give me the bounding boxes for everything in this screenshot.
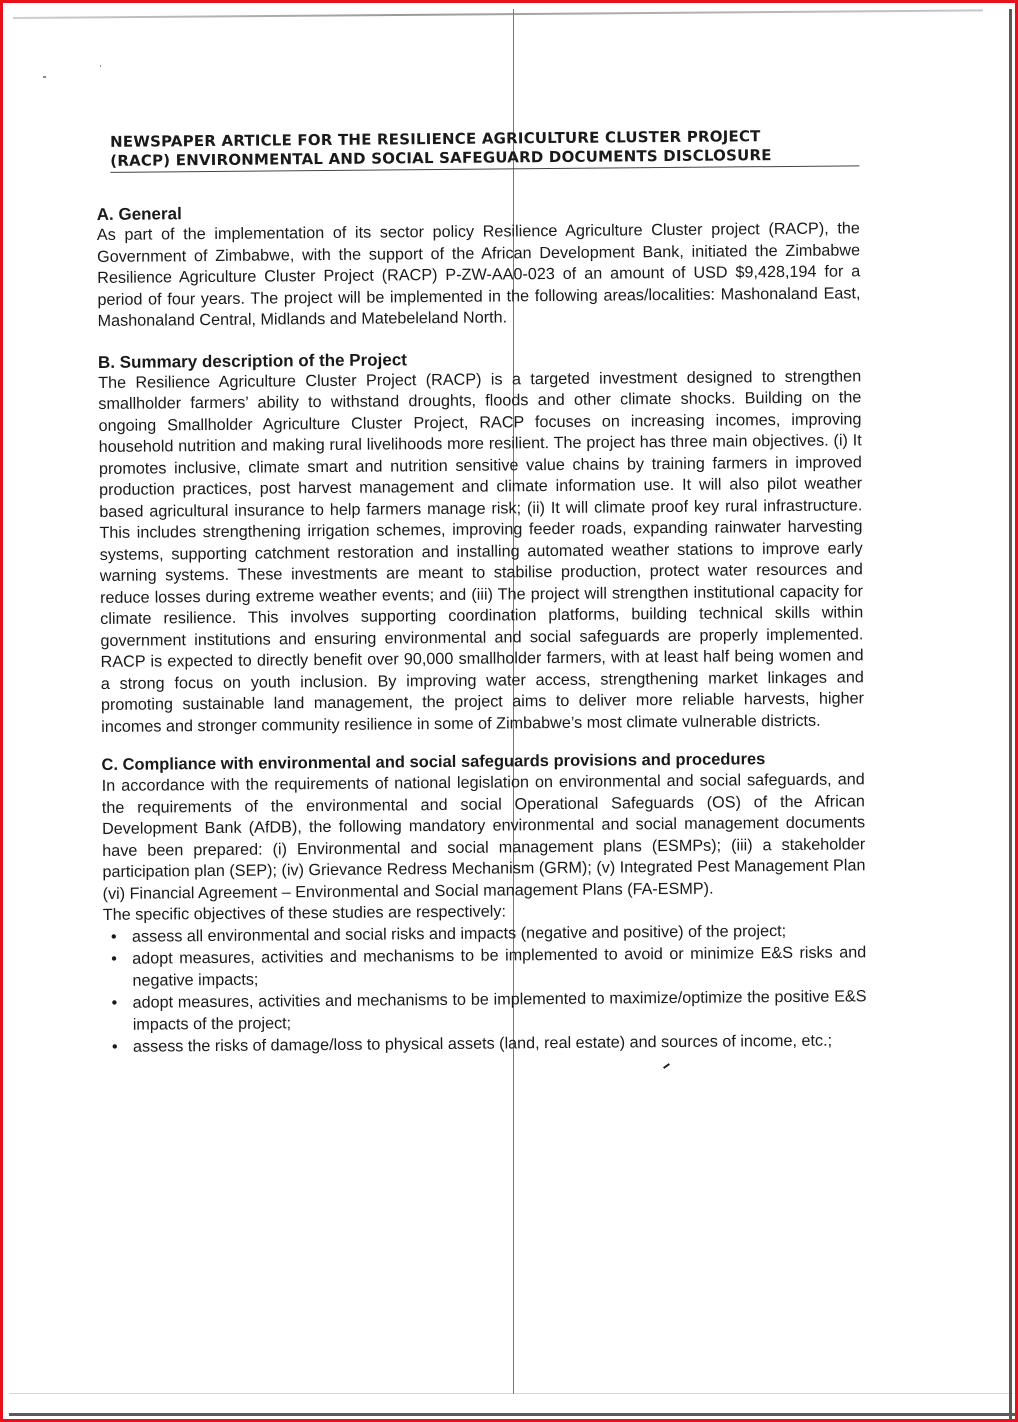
section-body: As part of the implementation of its sector policy Resilience Agriculture Cluster project (RACP), the Government of Zimbabwe, with the support of the African Development Bank, initiated the Zimbabwe Resilience Agriculture Cluster Project (RACP) P-ZW-AA0-023 of an amount of USD $9,428,194 for a period of four years. The project will be implemented in the following areas/localities: Mashonaland East, Mashonaland Central, Midlands and Matebeleland North. (96, 219, 861, 330)
section-heading: C. Compliance with environmental and social safeguards provisions and procedures (101, 750, 766, 774)
list-item-text: adopt measures, activities and mechanisms to be implemented to maximize/optimize the positive E&S impacts of the project; (132, 987, 867, 1034)
objectives-intro: The specific objectives of these studies are respectively: (102, 902, 506, 924)
bullet-icon: • (110, 927, 117, 946)
article-title-line: (RACP) ENVIRONMENTAL AND SOCIAL SAFEGUARD DOCUMENTS DISCLOSURE (110, 146, 772, 170)
list-item (104, 986, 867, 1036)
section-body: The Resilience Agriculture Cluster Project (RACP) is a targeted investment designed to strengthen smallholder farmers’ ability to withstand droughts, floods and other climate shocks. Building on the ongoing Smallholder Agriculture Cluster Project, RACP focuses on increasing incomes, improving household nutrition and making rural livelihoods more resilient. The project has three main objectives. (i) It promotes inclusive, climate smart and nutrition sensitive value chains by training farmers in improved production practices, post harvest management and climate information use. It will also pilot weather based agricultural insurance to help farmers manage risk; (ii) It will climate proof key rural infrastructure. This includes strengthening irrigation schemes, improving feeder roads, expanding rainwater harvesting systems, supporting catchment restoration and installing automated weather stations to improve early warning systems. These investments are meant to stabilise production, protect water resources and reduce losses during extreme weather events; and (iii) The project will strengthen institutional capacity for climate resilience. This involves supporting coordination platforms, building technical skills within government institutions and ensuring environmental and social safeguards are properly implemented. RACP is expected to directly benefit over 90,000 smallholder farmers, with at least half being women and a strong focus on youth inclusion. By improving water access, strengthening market linkages and promoting sustainable land management, the project aims to deliver more reliable harvests, higher incomes and stronger community resilience in some of Zimbabwe’s most climate vulnerable districts. (98, 366, 865, 736)
scan-speck (43, 76, 46, 78)
section-compliance (101, 748, 867, 1058)
list-item (103, 942, 866, 992)
bullet-icon: • (111, 949, 117, 968)
section-body: In accordance with the requirements of national legislation on environmental and social safeguards, and the requirements of the environmental and social Operational Safeguards (OS) of the African Development Bank (AfDB), the following mandatory environmental and social management documents have been prepared: (i) Environmental and social management plans (ESMPs); (iii) a stakeholder participation plan (SEP); (iv) Grievance Redress Mechanism (GRM); (v) Integrated Pest Management Plan (vi) Financial Agreement – Environmental and Social management Plans (FA-ESMP). (101, 770, 866, 903)
bullet-icon: • (111, 993, 118, 1012)
list-item-text: assess all environmental and social risks and impacts (negative and positive) of the project; (131, 921, 787, 946)
scan-edge-line (13, 9, 983, 19)
scan-edge-line (9, 1393, 1013, 1394)
frame-shadow (1009, 9, 1012, 1419)
bullet-icon: • (111, 1037, 118, 1056)
article-title (110, 126, 859, 173)
scan-speck (100, 65, 101, 67)
article-title-line: NEWSPAPER ARTICLE FOR THE RESILIENCE AGRICULTURE CLUSTER PROJECT (109, 127, 761, 151)
pen-mark (663, 1063, 670, 1069)
article-page (96, 126, 867, 1059)
section-general (97, 197, 861, 332)
list-item-text: assess the risks of damage/loss to physical assets (land, real estate) and sources of income, etc.; (132, 1031, 833, 1056)
section-heading: B. Summary description of the Project (97, 349, 407, 372)
list-item-text: adopt measures, activities and mechanisms to be implemented to avoid or minimize E&S risks and negative impacts; (132, 943, 867, 990)
frame-shadow (9, 1413, 1015, 1416)
objectives-list (103, 920, 867, 1059)
section-heading: A. General (96, 204, 182, 224)
section-project-summary (98, 345, 864, 738)
